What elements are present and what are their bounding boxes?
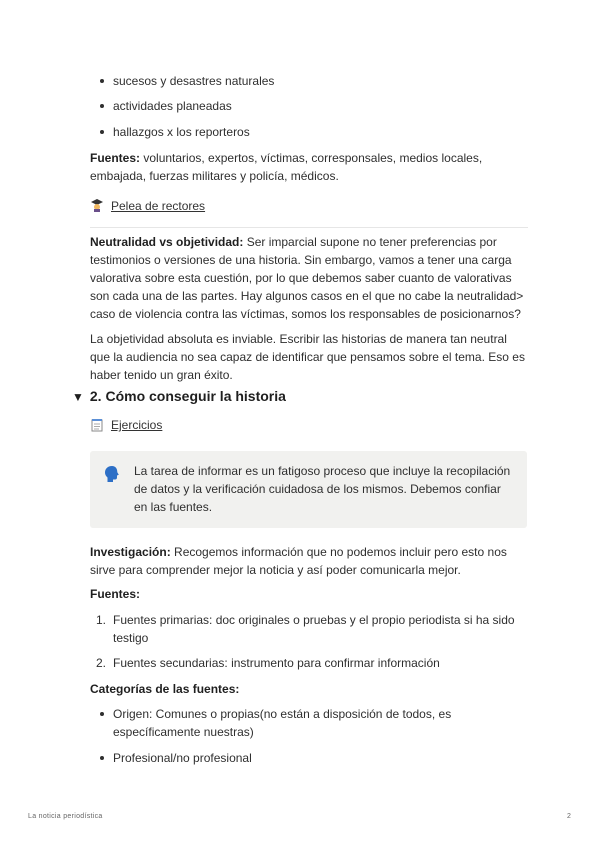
neutralidad-label: Neutralidad vs objetividad: xyxy=(90,235,244,249)
categorias-heading-text: Categorías de las fuentes: xyxy=(90,682,240,696)
list-item: hallazgos x los reporteros xyxy=(113,125,250,139)
categorias-heading xyxy=(90,680,530,698)
list-item-text: Fuentes primarias: doc originales o pruebas y el propio periodista si ha sido testigo xyxy=(113,613,515,645)
list-item: sucesos y desastres naturales xyxy=(113,74,275,88)
section-toggle-heading[interactable] xyxy=(72,386,286,407)
link-pelea-de-rectores[interactable]: Pelea de rectores xyxy=(111,199,206,213)
investigacion-text: Recogemos información que no podemos incluir pero esto nos sirve para comprender mejor la noticia y así poder comunicarla mejor. xyxy=(90,545,507,577)
toggle-arrow-icon[interactable]: ▼ xyxy=(72,390,84,404)
speaking-head-icon xyxy=(104,465,120,483)
fuentes-text: voluntarios, expertos, víctimas, corresponsales, medios locales, embajada, fuerzas militares y policía, médicos. xyxy=(90,151,483,183)
link-ejercicios[interactable]: Ejercicios xyxy=(111,418,163,432)
neutralidad-text: Ser imparcial supone no tener preferencias por testimonios o versiones de una historia. Sin embargo, vamos a tener una carga valorativa sobre esta cuestión, por lo que debemos saber cuanto de valorativas son cada una de las partes. Hay algunos casos en el que no cabe la neutralidad> caso de violencia contra las víctimas, somos los responsables de posicionarnos? xyxy=(90,235,524,321)
investigacion-paragraph xyxy=(90,543,530,579)
fuentes-heading-text: Fuentes: xyxy=(90,587,141,601)
list-item xyxy=(96,654,523,672)
list-item: actividades planeadas xyxy=(113,99,232,113)
investigacion-label: Investigación: xyxy=(90,545,171,559)
list-number: 2. xyxy=(96,656,107,670)
graduate-icon xyxy=(90,198,104,216)
list-item: Profesional/no profesional xyxy=(113,751,252,765)
callout-box xyxy=(90,451,527,528)
fuentes-paragraph xyxy=(90,149,530,185)
footer-document-title: La noticia periodística xyxy=(28,813,103,820)
section-title: 2. Cómo conseguir la historia xyxy=(89,388,286,404)
callout-text: La tarea de informar es un fatigoso proceso que incluye la recopilación de datos y la verificación cuidadosa de los mismos. Debemos confiar en las fuentes. xyxy=(134,464,511,514)
list-item-text: Fuentes secundarias: instrumento para confirmar información xyxy=(113,656,440,670)
notepad-icon xyxy=(90,418,104,436)
list-item xyxy=(96,611,523,647)
list-item: Origen: Comunes o propias(no están a disposición de todos, es específicamente nuestras) xyxy=(113,705,523,741)
fuentes-heading xyxy=(90,585,530,603)
fuentes-label: Fuentes: xyxy=(90,151,141,165)
objetividad-paragraph: La objetividad absoluta es inviable. Escribir las historias de manera tan neutral que la audiencia no sea capaz de identificar que pensamos sobre el tema. Eso es haber tenido un gran éxito. xyxy=(90,332,525,382)
footer-page-number: 2 xyxy=(567,813,571,820)
divider xyxy=(90,227,528,228)
neutralidad-paragraph xyxy=(90,233,530,323)
list-number: 1. xyxy=(96,613,107,627)
